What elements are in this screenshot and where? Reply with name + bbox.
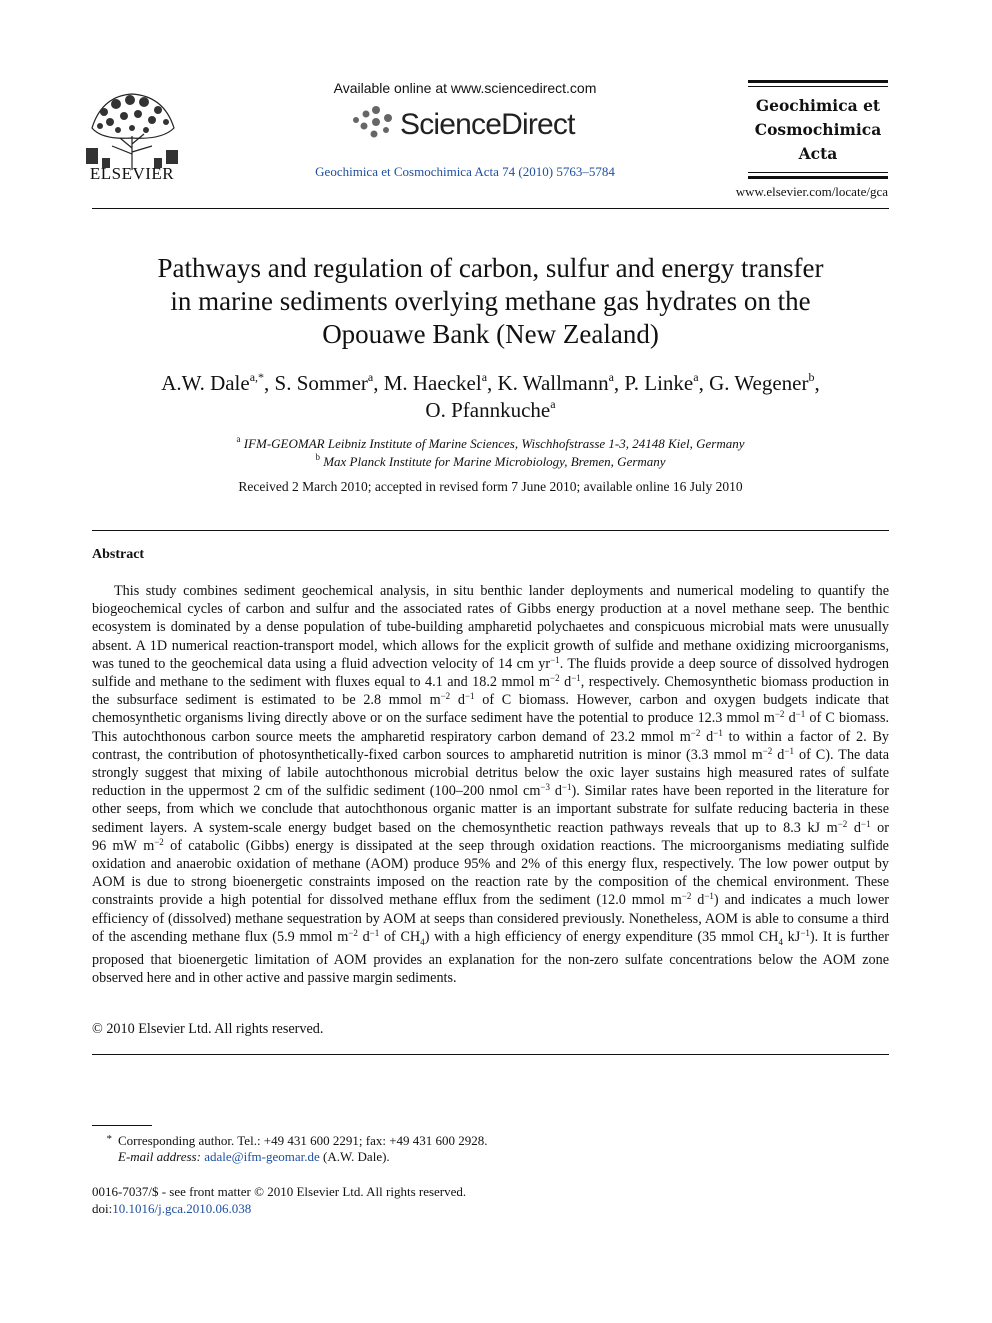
email-owner: (A.W. Dale).	[323, 1149, 390, 1164]
header-divider	[92, 208, 889, 209]
publisher-name: ELSEVIER	[89, 164, 175, 183]
author-affiliation-mark[interactable]: a	[367, 370, 374, 384]
abstract-heading: Abstract	[92, 547, 145, 562]
journal-box-rule	[748, 86, 888, 87]
author-affiliation-mark[interactable]: b	[808, 370, 815, 384]
author-name: O. Pfannkuche	[425, 398, 551, 422]
footnote-star: *	[106, 1133, 112, 1145]
affiliation-a	[92, 435, 889, 453]
sciencedirect-wordmark: ScienceDirect	[400, 108, 575, 141]
journal-name	[740, 94, 896, 166]
author-affiliation-mark[interactable]: a,*	[249, 370, 265, 384]
journal-url[interactable]: www.elsevier.com/locate/gca	[735, 184, 888, 199]
title-line: Opouawe Bank (New Zealand)	[322, 319, 659, 349]
author-affiliation-mark[interactable]: a	[608, 370, 614, 384]
abstract-copyright: © 2010 Elsevier Ltd. All rights reserved.	[92, 1021, 324, 1037]
journal-name-line1: Geochimica et	[755, 96, 881, 115]
received-dates: Received 2 March 2010; accepted in revised form 7 June 2010; available online 16 July 2010	[238, 479, 743, 494]
journal-name-line2: Cosmochimica	[754, 120, 882, 139]
email-link[interactable]: adale@ifm-geomar.de	[204, 1149, 320, 1164]
affiliation-mark: a	[236, 434, 241, 444]
available-online: Available online at www.sciencedirect.com	[333, 80, 597, 96]
author-affiliation-mark[interactable]: a	[550, 397, 556, 411]
abstract-body: This study combines sediment geochemical analysis, in situ benthic lander deployments and numerical modeling to quantify the biogeochemical cycles of carbon and sulfur and the associated rates of Gibbs energy production at a novel methane seep. The benthic ecosystem is dominated by a dense population of tube-building ampharetid polychaetes and conspicuous microbial mats were unusually absent. A 1D numerical reaction-transport model, which allows for the explicit growth of sulfide and methane oxidizing microorganisms, was tuned to the geochemical data using a fluid advection velocity of 14 cm $yr^{-1}$. The fluids provide a deep source of dissolved hydrogen sulfide and methane to the sediment with fluxes equal to 4.1 and 18.2 mmol $m^{-2}$ $d^{-1}$, respectively. Chemosynthetic biomass production in the subsurface sediment is estimated to be 2.8 mmol $m^{-2}$ $d^{-1}$ of C biomass. However, carbon and oxygen budgets indicate that chemosynthetic organisms living directly above or on the surface sediment have the potential to produce 12.3 mmol $m^{-2}$ $d^{-1}$ of C biomass. This autochthonous carbon source meets the ampharetid respiratory carbon demand of 23.2 mmol $m^{-2}$ $d^{-1}$ to within a factor of 2. By contrast, the contribution of photosynthetically-fixed carbon sources to ampharetid nutrition is minor (3.3 mmol $m^{-2}$ $d^{-1}$ of C). The data strongly suggest that mixing of labile autochthonous microbial detritus below the oxic layer sustains high measured rates of sulfate reduction in the uppermost 2 cm of the sulfidic sediment (100–200 nmol $cm^{-3}$ $d^{-1}$). Similar rates have been reported in the literature for other seeps, from which we conclude that autochthonous organic matter is an important substrate for sulfate reducing bacteria in these sediment layers. A system-scale energy budget based on the chemosynthetic reaction pathways reveals that up to 8.3 kJ $m^{-2}$ $d^{-1}$ or 96 mW $m^{-2}$ of catabolic (Gibbs) energy is dissipated at the seep through oxidation reactions. The microorganisms mediating sulfide oxidation and anaerobic oxidation of methane (AOM) produce 95% and 2% of this energy flux, respectively. The low power output by AOM is due to strong bioenergetic constraints imposed on the reaction rate by the composition of the chemical environment. These constraints provide a high potential for dissolved methane efflux from the sediment (12.0 mmol $m^{-2}$ $d^{-1}$) and indicates a much lower efficiency of (dissolved) methane sequestration by AOM at seeps than considered previously. Nonetheless, AOM is able to consume a third of the ascending methane flux (5.9 mmol $m^{-2}$ $d^{-1}$ of $CH_4$) with a high efficiency of energy expenditure (35 mmol $CH_4$ $kJ^{-1}$). It is further proposed that bioenergetic limitation of AOM provides an explanation for the non-zero sulfate concentrations below the AOM zone observed here and in other active and passive margin sediments.	[92, 583, 890, 987]
author-line-1: A.W. Dale$^{a,*}$, S. Sommer$^a$, M. Haeckel$^a$, K. Wallmann$^a$, P. Linke$^a$, G. Wegener$^b$,	[161, 370, 820, 395]
author-name: M. Haeckel	[383, 371, 482, 395]
issn-line: 0016-7037/$ - see front matter © 2010 Elsevier Ltd. All rights reserved.	[92, 1184, 467, 1199]
author-affiliation-mark[interactable]: a	[693, 370, 699, 384]
corresponding-author-footnote	[92, 1130, 488, 1150]
author-name: A.W. Dale	[161, 371, 250, 395]
article-title	[92, 252, 889, 351]
title-line: in marine sediments overlying methane gas hydrates on the	[170, 286, 811, 316]
author-name: G. Wegener	[709, 371, 809, 395]
affiliation-mark: b	[315, 452, 320, 462]
corresponding-author-text: Corresponding author. Tel.: +49 431 600 2291; fax: +49 431 600 2928.	[118, 1133, 488, 1148]
affiliation-text: IFM-GEOMAR Leibniz Institute of Marine Sciences, Wischhofstrasse 1-3, 24148 Kiel, Germany	[243, 436, 745, 451]
author-affiliation-mark[interactable]: a	[481, 370, 488, 384]
doi-line	[92, 1200, 251, 1218]
abstract-bottom-divider	[92, 1054, 889, 1055]
author-line-2	[92, 397, 889, 424]
author-name: P. Linke	[624, 371, 694, 395]
journal-name-line3: Acta	[798, 144, 838, 163]
affiliation-b	[92, 453, 889, 471]
author-list	[92, 370, 889, 424]
footnote-divider	[92, 1125, 152, 1126]
doi-link[interactable]: 10.1016/j.gca.2010.06.038	[112, 1201, 252, 1216]
affiliations	[92, 435, 889, 471]
title-line: Pathways and regulation of carbon, sulfur and energy transfer	[157, 253, 824, 283]
journal-box-rule	[748, 80, 888, 83]
journal-citation[interactable]: Geochimica et Cosmochimica Acta 74 (2010) 5763–5784	[315, 164, 615, 179]
author-name: S. Sommer	[274, 371, 368, 395]
affiliation-text: Max Planck Institute for Marine Microbiology, Bremen, Germany	[323, 454, 666, 469]
journal-box-rule	[748, 176, 888, 179]
doi-label: doi:	[92, 1201, 113, 1216]
email-footnote	[118, 1148, 390, 1166]
email-label: E-mail address:	[118, 1149, 201, 1164]
journal-box-rule	[748, 172, 888, 173]
author-name: K. Wallmann	[497, 371, 609, 395]
abstract-top-divider	[92, 530, 889, 531]
